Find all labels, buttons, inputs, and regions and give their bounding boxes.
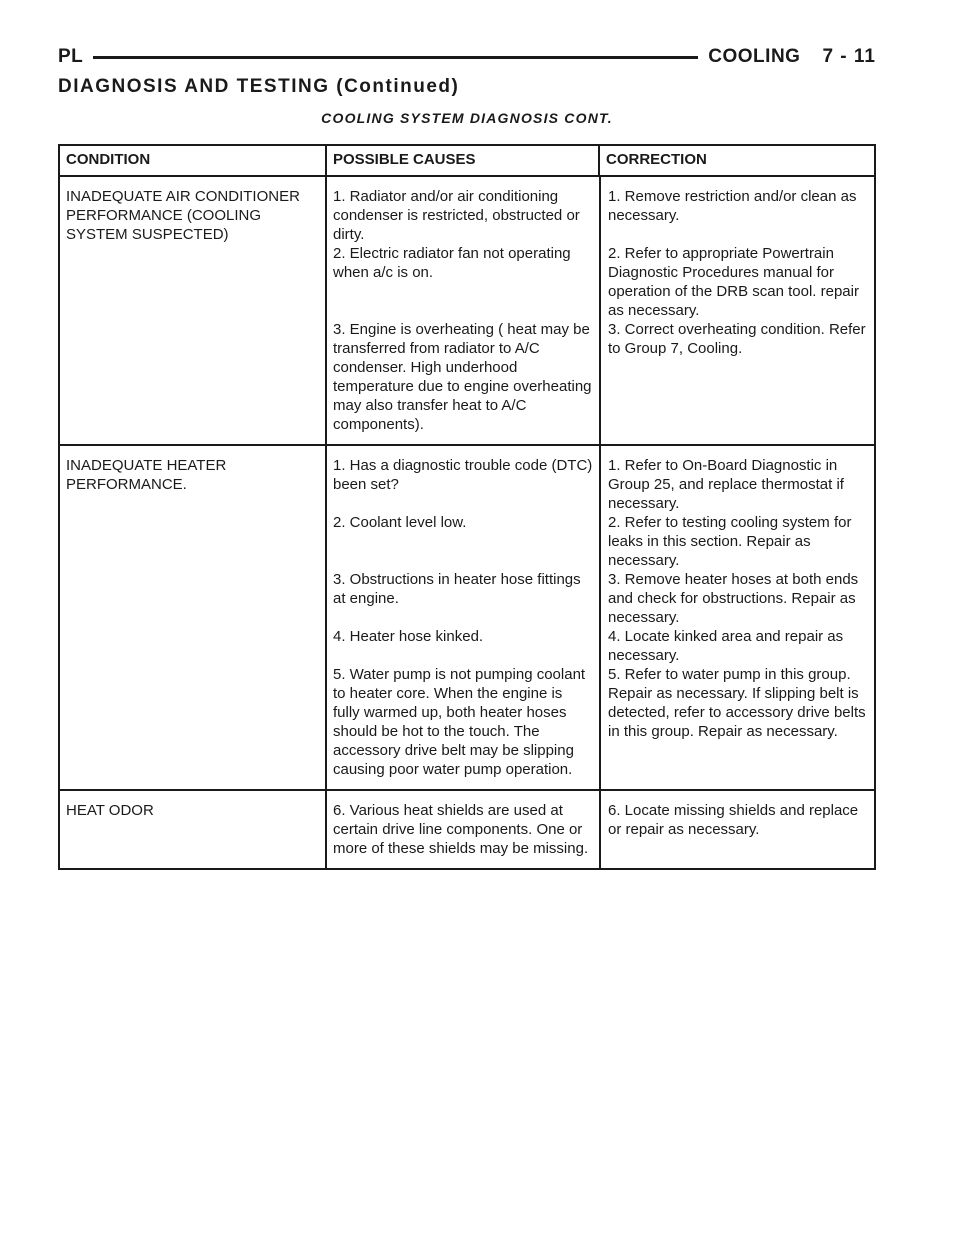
causes-cell xyxy=(326,790,875,869)
condition-cell: HEAT ODOR xyxy=(59,790,326,869)
cause-item: 3. Obstructions in heater hose fittings at engine. xyxy=(333,571,581,607)
cause-item: 6. Various heat shields are used at certain drive line components. One or more of these shields may be missing. xyxy=(333,802,589,857)
correction-item: 2. Refer to testing cooling system for leaks in this section. Repair as necessary. xyxy=(599,513,874,570)
section-name: COOLING xyxy=(708,46,801,67)
table-row xyxy=(59,790,875,869)
correction-item: 5. Refer to water pump in this group. Repair as necessary. If slipping belt is detected, refer to accessory drive belts in this group. Repair as necessary. xyxy=(599,665,874,789)
correction-item: 2. Refer to appropriate Powertrain Diagnostic Procedures manual for operation of the DRB scan tool. repair as necessary. xyxy=(599,244,874,320)
correction-item: 1. Remove restriction and/or clean as necessary. xyxy=(599,177,874,244)
condition-cell: INADEQUATE HEATER PERFORMANCE. xyxy=(59,445,326,790)
cause-item: 3. Engine is overheating ( heat may be transferred from radiator to A/C condenser. High underhood temperature due to engine overheating may also transfer heat to A/C components). xyxy=(333,321,592,433)
section-title: DIAGNOSIS AND TESTING (Continued) xyxy=(58,76,460,97)
causes-cell xyxy=(326,445,875,790)
correction-item: 6. Locate missing shields and replace or repair as necessary. xyxy=(599,791,874,868)
column-header-causes: POSSIBLE CAUSES xyxy=(326,145,599,176)
cause-item: 1. Has a diagnostic trouble code (DTC) been set? xyxy=(333,457,593,493)
header-rule xyxy=(93,56,698,59)
diagnosis-table xyxy=(58,144,876,870)
cause-item: 5. Water pump is not pumping coolant to heater core. When the engine is fully warmed up, both heater hoses should be hot to the touch. The accessory drive belt may be slipping causing poor water pump operation. xyxy=(333,666,586,778)
table-caption: COOLING SYSTEM DIAGNOSIS CONT. xyxy=(321,110,613,126)
cause-item: 2. Coolant level low. xyxy=(333,514,467,531)
table-row xyxy=(59,445,875,790)
column-header-condition: CONDITION xyxy=(59,145,326,176)
table-row xyxy=(59,176,875,445)
page-header xyxy=(58,44,876,70)
causes-cell xyxy=(326,176,875,445)
correction-item: 3. Remove heater hoses at both ends and check for obstructions. Repair as necessary. xyxy=(599,570,874,627)
column-header-correction: CORRECTION xyxy=(599,145,875,176)
correction-item: 4. Locate kinked area and repair as necessary. xyxy=(599,627,874,665)
condition-cell: INADEQUATE AIR CONDITIONER PERFORMANCE (COOLING SYSTEM SUSPECTED) xyxy=(59,176,326,445)
page-number: 7 - 11 xyxy=(822,46,876,67)
cause-item: 1. Radiator and/or air conditioning condenser is restricted, obstructed or dirty. xyxy=(333,188,580,243)
cause-item: 2. Electric radiator fan not operating when a/c is on. xyxy=(333,245,571,281)
cause-item: 4. Heater hose kinked. xyxy=(333,628,484,645)
correction-item: 1. Refer to On-Board Diagnostic in Group 25, and replace thermostat if necessary. xyxy=(599,446,874,513)
table-header-row xyxy=(59,145,875,176)
correction-item: 3. Correct overheating condition. Refer to Group 7, Cooling. xyxy=(599,320,874,444)
table-body xyxy=(59,176,875,869)
model-code: PL xyxy=(58,46,84,67)
